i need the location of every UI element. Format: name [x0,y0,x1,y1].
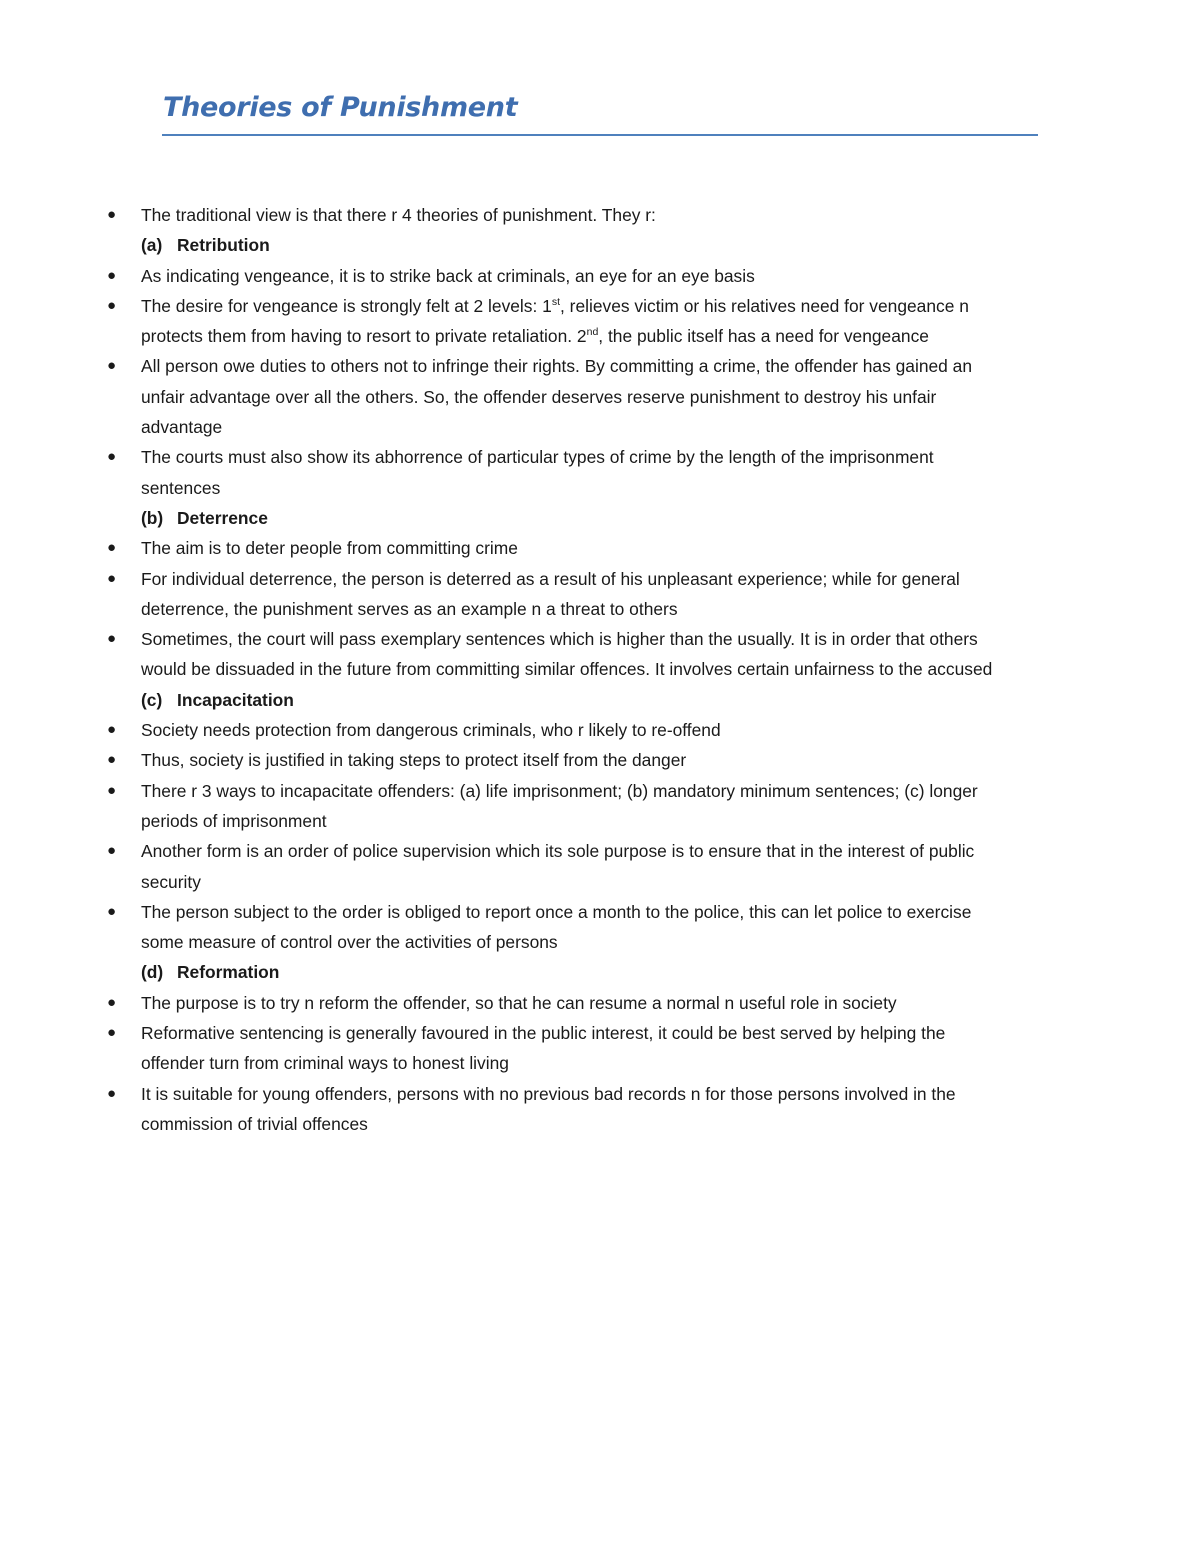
bullet-icon: ● [107,751,117,769]
bullet-continuation [0,867,1200,897]
bullet-continuation [0,654,1200,684]
bullet-item [0,776,1200,806]
section-heading-deterrence [0,503,1200,533]
bullet-icon: ● [107,1084,117,1102]
bullet-item [0,564,1200,594]
bullet-icon: ● [107,721,117,739]
bullet-text: There r 3 ways to incapacitate offenders: (a) life imprisonment; (b) mandatory minimum sentences; (c) longer [141,780,978,801]
bullet-icon: ● [107,539,117,557]
bullet-text: offender turn from criminal ways to honest living [141,1053,509,1074]
bullet-item [0,897,1200,927]
bullet-item [0,988,1200,1018]
bullet-item [0,200,1200,230]
bullet-text: Reformative sentencing is generally favoured in the public interest, it could be best served by helping the [141,1023,946,1044]
section-tag: (a) [141,235,163,256]
bullet-text: The aim is to deter people from committing crime [141,538,518,559]
bullet-text: unfair advantage over all the others. So, the offender deserves reserve punishment to destroy his unfair [141,386,937,407]
section-heading-text: Deterrence [177,507,268,528]
bullet-item [0,836,1200,866]
bullet-item [0,533,1200,563]
bullet-text: Thus, society is justified in taking steps to protect itself from the danger [141,750,687,771]
ordinal-suffix: nd [586,326,599,339]
bullet-icon: ● [107,266,117,284]
bullet-text: periods of imprisonment [141,810,327,831]
bullet-text: commission of trivial offences [141,1113,368,1134]
bullet-text: some measure of control over the activities of persons [141,932,558,953]
bullet-icon: ● [107,569,117,587]
section-heading-text: Reformation [177,962,280,983]
bullet-text: The courts must also show its abhorrence of particular types of crime by the length of the imprisonment [141,447,934,468]
bullet-icon: ● [107,902,117,920]
bullet-continuation [0,1048,1200,1078]
bullet-icon: ● [107,630,117,648]
bullet-text: protects them from having to resort to private retaliation. 2 [141,326,587,347]
bullet-continuation [0,806,1200,836]
bullet-text: , the public itself has a need for vengeance [598,326,929,347]
bullet-item [0,745,1200,775]
bullet-text: security [141,871,201,892]
bullet-continuation [0,473,1200,503]
bullet-item [0,442,1200,472]
bullet-text: Society needs protection from dangerous criminals, who r likely to re-offend [141,720,721,741]
bullet-item [0,291,1200,321]
section-tag: (d) [141,962,164,983]
bullet-continuation [0,927,1200,957]
bullet-text: would be dissuaded in the future from committing similar offences. It involves certain unfairness to the accused [141,659,993,680]
bullet-text: For individual deterrence, the person is deterred as a result of his unpleasant experience; while for general [141,568,960,589]
bullet-text: Another form is an order of police supervision which its sole purpose is to ensure that in the interest of public [141,841,975,862]
section-heading-reformation [0,957,1200,987]
bullet-text: As indicating vengeance, it is to strike back at criminals, an eye for an eye basis [141,265,755,286]
section-tag: (c) [141,689,163,710]
bullet-icon: ● [107,296,117,314]
section-heading-retribution [0,230,1200,260]
bullet-text: sentences [141,477,221,498]
bullet-text: The purpose is to try n reform the offender, so that he can resume a normal n useful role in society [141,992,897,1013]
bullet-icon: ● [107,357,117,375]
section-heading-text: Retribution [177,235,270,256]
document-title: Theories of Punishment [163,92,518,123]
bullet-item [0,715,1200,745]
bullet-text: The desire for vengeance is strongly felt at 2 levels: 1 [141,295,552,316]
title-underline [162,134,1038,136]
bullet-text: deterrence, the punishment serves as an example n a threat to others [141,598,678,619]
bullet-text: Sometimes, the court will pass exemplary sentences which is higher than the usually. It is in order that others [141,629,978,650]
bullet-item [0,351,1200,381]
bullet-text: , relieves victim or his relatives need for vengeance n [560,295,969,316]
bullet-icon: ● [107,206,117,223]
section-heading-incapacitation [0,685,1200,715]
bullet-item [0,1079,1200,1109]
bullet-text: The person subject to the order is obliged to report once a month to the police, this can let police to exercise [141,901,972,922]
bullet-icon: ● [107,448,117,466]
bullet-icon: ● [107,993,117,1011]
section-heading-text: Incapacitation [177,689,294,710]
bullet-text: advantage [141,417,223,438]
document-body [0,200,1200,1139]
bullet-icon: ● [107,842,117,860]
bullet-text: It is suitable for young offenders, persons with no previous bad records n for those persons involved in the [141,1083,956,1104]
bullet-continuation [0,412,1200,442]
bullet-continuation [0,321,1200,351]
bullet-item [0,1018,1200,1048]
bullet-text: All person owe duties to others not to infringe their rights. By committing a crime, the offender has gained an [141,356,973,377]
ordinal-suffix: st [551,295,561,308]
bullet-text: The traditional view is that there r 4 theories of punishment. They r: [141,205,656,225]
bullet-icon: ● [107,1024,117,1042]
section-tag: (b) [141,507,164,528]
bullet-icon: ● [107,781,117,799]
bullet-item [0,261,1200,291]
bullet-continuation [0,382,1200,412]
bullet-continuation [0,1109,1200,1139]
bullet-continuation [0,594,1200,624]
bullet-item [0,624,1200,654]
